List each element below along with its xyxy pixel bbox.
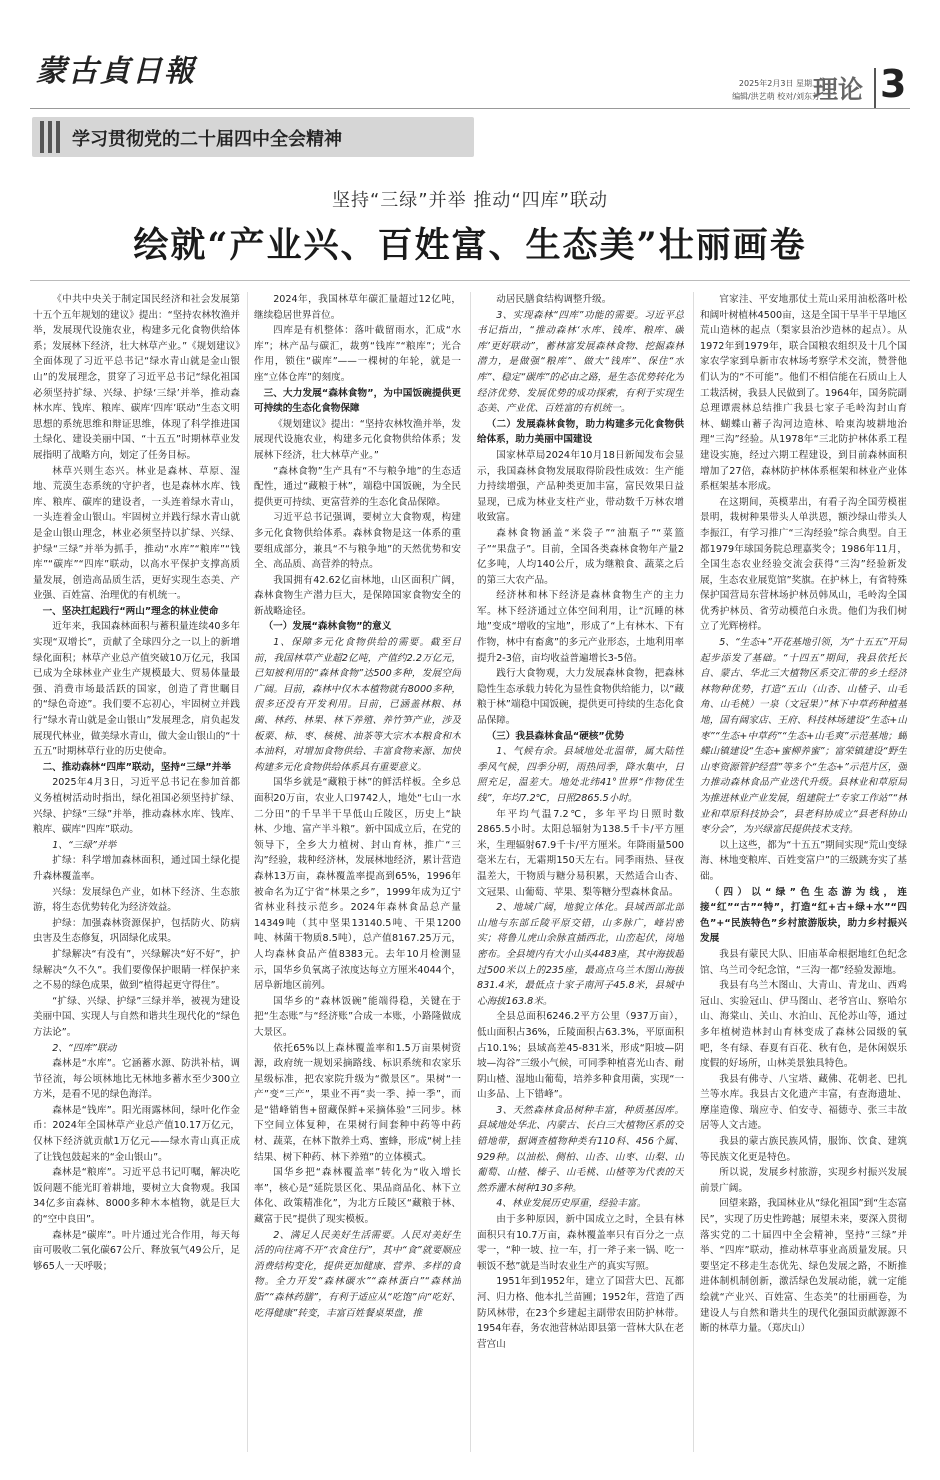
article-paragraph: 森林食物涵盖“米袋子”“油瓶子”“菜篮子”“果盘子”。目前，全国各类森林食物年产量2亿多吨，人均140公斤，成为继粮食、蔬菜之后的第三大农产品。	[477, 527, 684, 586]
article-paragraph: 我县有乌兰木图山、大青山、青龙山、西鸡冠山、实验冠山、伊马图山、老爷宫山、察哈尔山、海棠山、关山、水泊山、瓦伦苏山等，通过多年植树造林封山育林变成了森林公园级的氧吧，冬有绿、春夏有百花、秋有色，是休闲娱乐度假的好场所，山林美景独具特色。	[700, 980, 907, 1070]
article-paragraph: 森林是“碳库”。叶片通过光合作用，每天每亩可吸收二氧化碳67公斤、释放氧气49公斤，足够65人一天呼吸；	[33, 1229, 240, 1272]
article-paragraph: 森林是“钱库”。阳光雨露林间，绿叶化作金币：2024年全国林草产业总产值10.17万亿元，仅林下经济就贡献1万亿元——绿水青山真正成了让钱包鼓起来的“金山银山”。	[33, 1104, 240, 1163]
article-paragraph: 动居民膳食结构调整升级。	[496, 294, 612, 305]
article-paragraph: 1、“三绿”并举	[52, 839, 117, 851]
article-paragraph: 《规划建议》提出：“坚持农林牧渔并举，发展现代设施农业，构建多元化食物供给体系；发展林下经济，壮大林草产业。”	[254, 418, 461, 461]
banner-title: 学习贯彻党的二十届四中全会精神	[72, 129, 342, 150]
article-paragraph: 3、天然森林食品树种丰富，种质基因库。县域地处华北、内蒙古、长白三大植物区系的交错地带，据调查植物种类有110科、456个属、929种。以油松、侧柏、山杏、山枣、山梨、山葡萄、山楂、榛子、山毛桃、山楂等为代表的天然乔灌木树种130多种。	[477, 1104, 684, 1194]
article-paragraph: 一、坚决扛起践行“两山”理念的林业使命	[42, 605, 219, 617]
article-paragraph: （一）发展“森林食物”的意义	[263, 621, 392, 633]
article-paragraph: 我县有佛寺、八宝塔、藏佛、花朝老、巴扎兰等水库。我县古文化遗产丰富，有查海遗址、摩崖造像、瑞应寺、伯安寺、福德寺、张三丰故居等人文古迹。	[700, 1073, 907, 1132]
article-paragraph: 全县总面积6246.2平方公里（937万亩），低山面积占36%，丘陵面积占63.3%，平原面积占10.1%；县域高差45-831米，形成“阳坡—阴坡—沟谷”三级小气候，可同季种植喜光山杏、耐阴山楂、湿地山葡萄，培养多种食用菌，实现“一山多品、上下错峰”。	[477, 1011, 684, 1101]
article-headline: 绘就“产业兴、百姓富、生态美”壮丽画卷	[133, 225, 807, 266]
column-rule	[247, 292, 248, 1452]
article-paragraph: 兴绿：发展绿色产业，如林下经济、生态旅游，将生态优势转化为经济效益。	[33, 886, 240, 914]
article-paragraph: 国华乡就是“藏粮于林”的鲜活样板。全乡总面积20万亩，农业人口9742人，地处“七山一水二分田”的千旱半干旱低山丘陵区，历史上“缺林、少地、富产半斗粮”。新中国成立后，在党的领导下，全乡大力植树、封山育林，推广“三沟”经验，栽种经济林，发展林地经济，累计营造森林13万亩，森林覆盖率提高到65%，1996年被命名为辽宁省“林果之乡”，1999年成为辽宁省林业科技示范乡。2024年森林食品总产量14349吨（其中坚果13140.5吨、干果1200吨、林菌干物质8.5吨），总产值8167.25万元，人均森林食品产值8383元。去年10月检测显示，国华乡负氧离子浓度达每立方厘米4044个，居阜新地区前列。	[254, 777, 461, 992]
article-paragraph: “扩绿、兴绿、护绿”三绿并举，被视为建设美丽中国、实现人与自然和谐共生现代化的“绿色方法论”。	[33, 995, 240, 1038]
article-paragraph: 森林是“粮库”。习近平总书记叮嘱，解决吃饭问题不能光盯着耕地，要树立大食物观。我国34亿多亩森林、8000多种木本植物，就是巨大的“空中良田”。	[33, 1167, 240, 1226]
article-paragraph: 5、“生态+”开花基地引领，为“十五五”开局起步添发了基础。“十四五”期间，我县依托长自、蒙古、华北三大植物区系交汇带的乡土经济林物种优势，打造“五山（山杏、山楂子、山毛角、山毛桃）一泉（文冠果）”林下中草药种植基地，国有阔家店、王府、科技林场建设“生态+山枣”“生态+中草药”“生态+山毛爽”示范基地；蝴蝶山镇建设“生态+蜜柳养蜜”；富荣镇建设“野生山枣资源管护经营”等多个“生态+”示范片区，强力推动森林食品产业迭代升级。县林业和草原局为推进林业产业发展，组建院士“专家工作站”“林业和草原科技协会”，县老科协成立“县老科协山枣分会”，为兴绿富民提供技术支持。	[700, 637, 907, 836]
article-paragraph: 森林是“水库”。它涵蓄水源、防洪补枯，调节径流，每公顷林地比无林地多蓄水至少300立方米，是看不见的绿色海洋。	[33, 1058, 240, 1101]
newspaper-logo: 蒙古貞日報	[36, 54, 196, 89]
issue-date: 2025年2月3日 星期二	[738, 79, 820, 88]
article-paragraph: 以上这些，都为“十五五”期间实现“荒山变绿海、林地变粮库、百姓变富户”的三级跳夯实了基础。	[700, 839, 907, 882]
article-paragraph: 由于多种原因，新中国成立之时，全县有林面积只有10.7万亩，森林覆盖率只有百分之一点零一，“种一坡、拉一车，打一斧子来一锅、吃一顿饭不愁”就是当时农业生产的真实写照。	[477, 1214, 684, 1272]
article-paragraph: 1、保障多元化食物供给的需要。截至目前，我国林草产业超2亿吨，产值约2.2万亿元，已知被利用的“森林食物”达500多种，发展空间广阔。目前，森林中仅木本植物就有8000多种，很多还没有开发利用。目前，已涵盖林粮、林菌、林药、林果、林下养殖、养竹笋产业，涉及板栗、柿、枣、核桃、油茶等大宗木本粮食和木本油料，对增加食物供给、丰富食物来源、加快构建多元化食物供给体系具有重要意义。	[254, 637, 461, 773]
article-paragraph: 三、大力发展“森林食物”，为中国饭碗提供更可持续的生态化食物保障	[254, 387, 461, 415]
article-column-1	[33, 292, 240, 1452]
column-banner	[32, 117, 474, 157]
article-paragraph: 《中共中央关于制定国民经济和社会发展第十五个五年规划的建议》提出：“坚持农林牧渔并举，发展现代设施农业，构建多元化食物供给体系；发展林下经济，壮大林草产业。”《规划建议》全面体现了习近平总书记“绿水青山就是金山银山”的发展理念，贯穿了习近平总书记“绿化祖国必须坚持扩绿、兴绿、护绿‘三绿’并举，推动森林水库、钱库、粮库、碳库‘四库’联动”生态文明思想的系统思维和辩证思维，体现了科学推进国土绿化、建设美丽中国、“十五五”时期林草业发展指明了战略方向，划定了任务目标。	[33, 294, 240, 461]
article-paragraph: 国华乡把“森林覆盖率”转化为“收入增长率”，核心是“延院景区化、果品商品化、林下立体化、政策精准化”，为北方丘陵区“藏粮于林、藏富于民”提供了现实模板。	[254, 1167, 461, 1226]
article-paragraph: 我国拥有42.62亿亩林地，山区面积广阔，森林食物生产潜力巨大，是保障国家食物安全的新战略途径。	[254, 574, 461, 617]
article-paragraph: 扩绿：科学增加森林面积，通过国土绿化提升森林覆盖率。	[33, 855, 240, 882]
article-paragraph: 我县的蒙古族民族风情，服饰、饮食、建筑等民族文化更是特色。	[700, 1136, 907, 1163]
article-paragraph: （四）以“绿”色生态游为线，连接“红”“古”“特”，打造“红+古+绿+水”“四色”+“民族特色”乡村旅游版块，助力乡村振兴发展	[700, 886, 907, 945]
issue-editors: 编辑/洪艺萌 校对/刘东芳	[732, 92, 820, 101]
article-paragraph: 四库是有机整体：落叶截留雨水，汇成“水库”；林产品与碳汇，裁剪“钱库”“粮库”；光合作用，锁住“碳库”——一棵树的年轮，就是一座“立体仓库”的刻度。	[254, 325, 461, 383]
article-paragraph: 回望来路，我国林业从“绿化祖国”到“生态富民”，实现了历史性跨越；展望未来，要深入贯彻落实党的二十届四中全会精神，坚持“三绿”并举、“四库”联动，推动林草事业高质量发展。只要坚定不移走生态优先、绿色发展之路，不断推进体制机制创新，激活绿色发展动能，就一定能绘就“产业兴、百姓富、生态美”的壮丽画卷，为建设人与自然和谐共生的现代化强国贡献源源不断的林草力量。（郑庆山）	[700, 1198, 907, 1335]
article-paragraph: 2024年，我国林草年碳汇量超过12亿吨，继续稳居世界首位。	[254, 294, 461, 321]
article-paragraph: 践行大食物观，大力发展森林食物，把森林隐性生态承载力转化为显性食物供给能力，以“藏粮于林”端稳中国饭碗，提供更可持续的生态化食品保障。	[477, 668, 684, 727]
article-paragraph: 2、“四库”联动	[52, 1042, 117, 1054]
top-rule	[30, 108, 910, 109]
article-paragraph: 在这期间，英模辈出，有看子沟全国劳模崔景明，栽树种果带头人单洪恩，额沙绿山带头人李振江，有学习推广“三沟经验”综合典型。自王都1979年球国务院总理嘉奖令；1986年11月，全国生态农业经验交流会获得“三沟”经验新发展，生态农业展览馆”奖旗。在护林上，有省特殊保护国营局东营林场护林员韩凤山，毛岭沟全国优秀护林员、省劳动模范白永贵。他们为我们树立了光辉榜样。	[700, 496, 907, 633]
article-paragraph: 3、实现森林“四库”功能的需要。习近平总书记指出，“推动森林‘水库、钱库、粮库、碳库’更好联动”，蓄林富发展森林食物、挖掘森林潜力，是做强“粮库”、做大“钱库”、保住“水库”、稳定“碳库”的必由之路，是生态优势转化为经济优势、发展优势的成功探索，有利于实现生态美、产业优、百姓富的有机统一。	[477, 309, 684, 415]
article-paragraph: 2025年4月3日，习近平总书记在参加首都义务植树活动时指出，绿化祖国必须坚持扩绿、兴绿、护绿“三绿”并举，推动森林水库、钱库、粮库、碳库“四库”联动。	[33, 777, 240, 836]
article-column-4	[700, 292, 907, 1452]
article-paragraph: 国华乡的“森林饭碗”能端得稳，关键在于把“生态账”与“经济账”合成一本账，小路隆做成大景区。	[254, 995, 461, 1038]
issue-meta	[680, 77, 820, 103]
article-paragraph: “森林食物”生产具有“不与粮争地”的生态适配性，通过“藏粮于林”，端稳中国饭碗，为全民提供更可持续、更富营养的生态化食品保障。	[254, 465, 461, 508]
article-paragraph: 1、气候有余。县域地处北温带，属大陆性季风气候，四季分明，雨热同季，降水集中，日照充足，温差大。地处北纬41°世界“作物优生线”，年均7.2℃，日照2865.5小时。	[477, 746, 684, 804]
article-paragraph: 二、推动森林“四库”联动，坚持“三绿”并举	[42, 761, 231, 773]
column-rule	[470, 292, 471, 1452]
article-paragraph: 依托65%以上森林覆盖率和1.5万亩果树资源，政府统一规划采摘路线、标识系统和农家乐星级标准，把农家院升级为“微景区”。果树“一产”变“三产”，果业不再“卖一季、掉一季”，而是“错峰销售+留藏保鲜+采摘体验”三同步。林下空间立体复种，在果树行间套种中药等中药材、蔬菜，在林下散养土鸡、蜜蜂，形成“树上挂结果、树下种药、林下养殖”的立体模式。	[254, 1042, 461, 1163]
article-paragraph: 2、地域广阔，地貌立体化。县域西部北部山地与东部丘陵平原交错，山多脉广，峰岩密实；将鲁儿虎山余脉直插西北，山峦起伏，岗地密布。全县境内有大小山头4483座，其中海拔超过500米以上的235座，最高点乌兰木图山海拔831.4米，最低点十家子南河子45.8米，县城中心海拔163.8米。	[477, 902, 684, 1007]
page-number: 3	[880, 62, 907, 106]
masthead	[0, 0, 940, 115]
article-paragraph: 我县有蒙民大队、旧庙革命根据地红色纪念馆、乌兰司令纪念馆，“三沟一都”经验发源地。	[700, 948, 907, 976]
article-paragraph: 习近平总书记强调，要树立大食物观，构建多元化食物供给体系。森林食物是这一体系的重要组成部分，兼具“不与粮争地”的天然优势和安全、高品质、高营养的特点。	[254, 512, 461, 571]
article-paragraph: 林草兴则生态兴。林业是森林、草原、湿地、荒漠生态系统的守护者，也是森林水库、钱库、粮库、碳库的建设者，一头连着绿水青山，一头连着金山银山。牢固树立并践行绿水青山就是金山银山理念，林业必须坚持以扩绿、兴绿、护绿“三绿”并举为抓手，推动“水库”“粮库”“钱库”“碳库”“四库”联动，以高水平保护支撑高质量发展，创造高品质生活，更好实现生态美、产业强、百姓富、治理优的有机统一。	[33, 465, 240, 602]
article-paragraph: 护绿：加强森林资源保护，包括防火、防病虫害及生态修复，巩固绿化成果。	[33, 917, 240, 945]
article-paragraph: （二）发展森林食物，助力构建多元化食物供给体系，助力美丽中国建设	[477, 418, 684, 446]
article-paragraph: 国家林草局2024年10月18日新闻发布会显示，我国森林食物发展取得阶段性成效：生产能力持续增强，产品种类更加丰富，富民效果日益显现，已成为林业支柱产业，带动数千万林农增收致富。	[477, 449, 684, 524]
masthead-divider	[874, 68, 876, 108]
section-name: 理论	[813, 75, 864, 104]
article-paragraph: 1951年到1952年，建立了国营大巴、瓦都河、归力格、他本扎兰苗圃；1952年，营造了西防风林带，在23个乡建起主副带农田防护林带。1954年春，务农池营林站即县第一营林大队在老营宫山	[477, 1276, 684, 1350]
article-paragraph: 扩绿解决“有没有”，兴绿解决“好不好”，护绿解决“久不久”。我们要像保护眼睛一样保护来之不易的绿色成果，做到“植得起更守得住”。	[33, 948, 240, 992]
article-paragraph: 4、林业发展历史厚重，经验丰富。	[496, 1198, 647, 1210]
article-subtitle: 坚持“三绿”并举 推动“四库”联动	[331, 190, 609, 211]
article-paragraph: 官家洼、平安地那仗土荒山采用油松落叶松和阔叶树植林4500亩，这是全国干旱半干旱地区荒山造林的起点（梨家县治沙造林的起点）。从1972年到1979年，联合国粮农组织及十几个国家农学家到阜新市农林场考察学术交流，赞誉他们认为的“不可能”。他们不相信能在石质山上人工栽活树，我县人民做到了。1964年，国务院副总理谭震林总结推广我县七家子毛岭沟封山育林、蝴蝶山蓄子沟河边造林、哈東沟坡耕地治理“三沟”经验。从1978年“三北防护林体系工程建设实施，经过六期工程建设，到目前森林面积增加了27倍，森林防护林体系框架和林业产业体系框架基本形成。	[700, 294, 907, 493]
article-column-2	[254, 292, 461, 1452]
banner-bars-icon	[40, 121, 64, 157]
article-paragraph: （三）我县森林食品“硬核”优势	[486, 730, 624, 742]
column-rule	[693, 292, 694, 1452]
article-paragraph: 经济林和林下经济是森林食物生产的主力军。林下经济通过立体空间利用，让“沉睡的林地”变成“增收的宝地”，形成了“上有林木、下有作物，林中有畜禽”的多元产业形态，土地利用率提升2-3倍，亩均收益普遍增长3-5倍。	[477, 590, 684, 664]
article-paragraph: 2、满足人民美好生活需要。人民对美好生活的向往离不开“衣食住行”，其中“食”就要顺应消费结构变化，提供更加健康、营养、多样的食物。全力开发“森林碳水”“森林蛋白”“森林油脂”“森林药膳”，有利于适应从“吃饱”向“吃好、吃得健康”转变，丰富百姓餐桌果盘，推	[254, 1229, 461, 1319]
article-paragraph: 近年来，我国森林面积与蓄积量连续40多年实现“双增长”，贡献了全球四分之一以上的新增绿化面积；林草产业总产值突破10万亿元，我国已成为全球林业产业生产规模最大、贸易体量最强、消费市场最活跃的国家，创造了背世瞩目的“绿色奇迹”。我们要不忘初心，牢固树立并践行“绿水青山就是金山银山”发展理念，肩负起发展现代林业，做美绿水青山，做大金山银山的“十五五”时期林草行业的历史使命。	[33, 621, 240, 758]
article-column-3	[477, 292, 684, 1452]
article-paragraph: 年平均气温7.2℃，多年平均日照时数2865.5小时。太阳总辐射为138.5千卡/平方厘米，生理辐射67.9千卡/平方厘米。年降雨量500毫米左右，无霜期150天左右。同季雨热、昼夜温差大，干物质与糖分易积累，天然适合山杏、文冠果、山葡萄、苹果、梨等糖分型森林食品。	[477, 808, 684, 898]
article-paragraph: 所以说，发展乡村旅游，实现乡村振兴发展前景广阔。	[700, 1167, 907, 1194]
headline-rule	[30, 280, 910, 281]
